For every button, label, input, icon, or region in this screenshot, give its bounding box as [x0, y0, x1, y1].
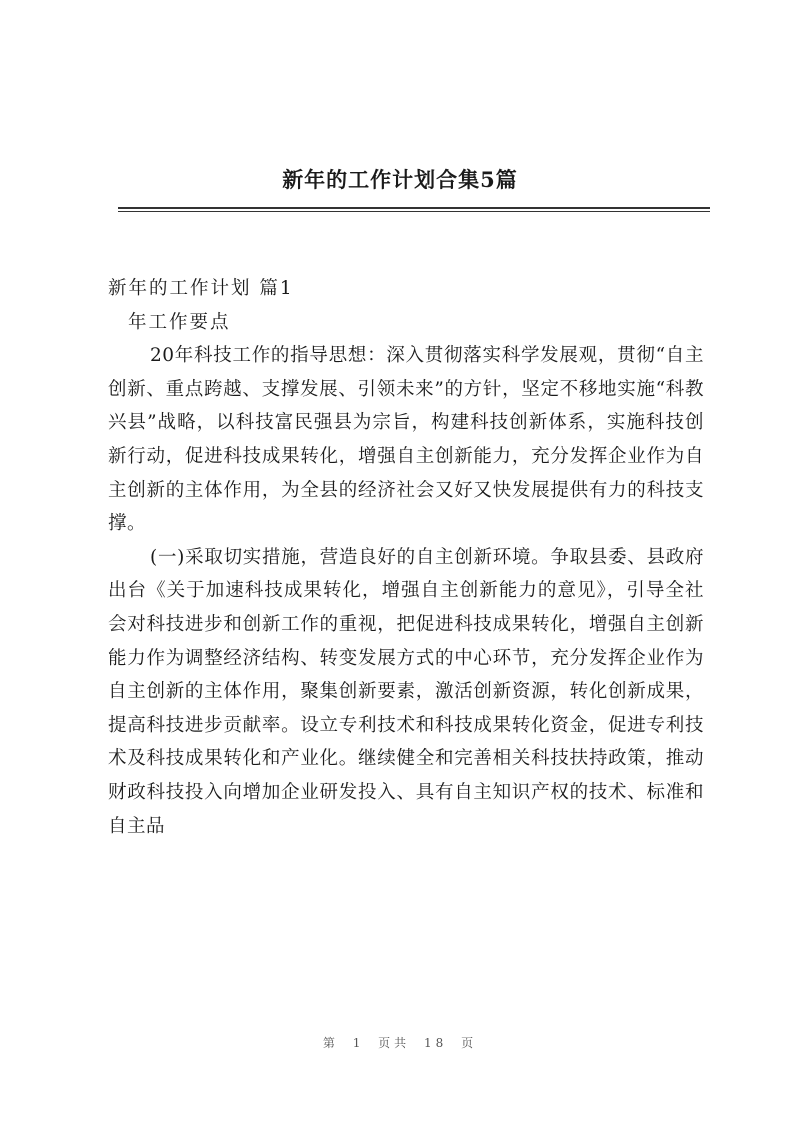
subheading: 年工作要点: [128, 311, 231, 333]
paragraph-guiding-ideology: 20年科技工作的指导思想：深入贯彻落实科学发展观，贯彻“自主创新、重点跨越、支撑发展、引领未来”的方针，坚定不移地实施“科教兴县”战略，以科技富民强县为宗旨，构建科技创新体系，实施科技创新行动，促进科技成果转化，增强自主创新能力，充分发挥企业作为自主创新的主体作用，为全县的经济社会又好又快发展提供有力的科技支撑。: [108, 345, 704, 535]
page-title: 新年的工作计划合集5篇: [282, 167, 518, 192]
section-heading: 新年的工作计划 篇1: [108, 278, 294, 299]
document-body: [108, 272, 704, 843]
title-divider: [118, 207, 710, 212]
page-number-footer: 第 1 页共 18 页: [322, 1036, 478, 1050]
paragraph-innovation-environment: (一)采取切实措施，营造良好的自主创新环境。争取县委、县政府出台《关于加速科技成果转化，增强自主创新能力的意见》，引导全社会对科技进步和创新工作的重视，把促进科技成果转化，增强自主创新能力作为调整经济结构、转变发展方式的中心环节，充分发挥企业作为自主创新的主体作用，聚集创新要素，激活创新资源，转化创新成果，提高科技进步贡献率。设立专利技术和科技成果转化资金，促进专利技术及科技成果转化和产业化。继续健全和完善相关科技扶持政策，推动财政科技投入向增加企业研发投入、具有自主知识产权的技术、标准和自主品: [108, 546, 704, 837]
